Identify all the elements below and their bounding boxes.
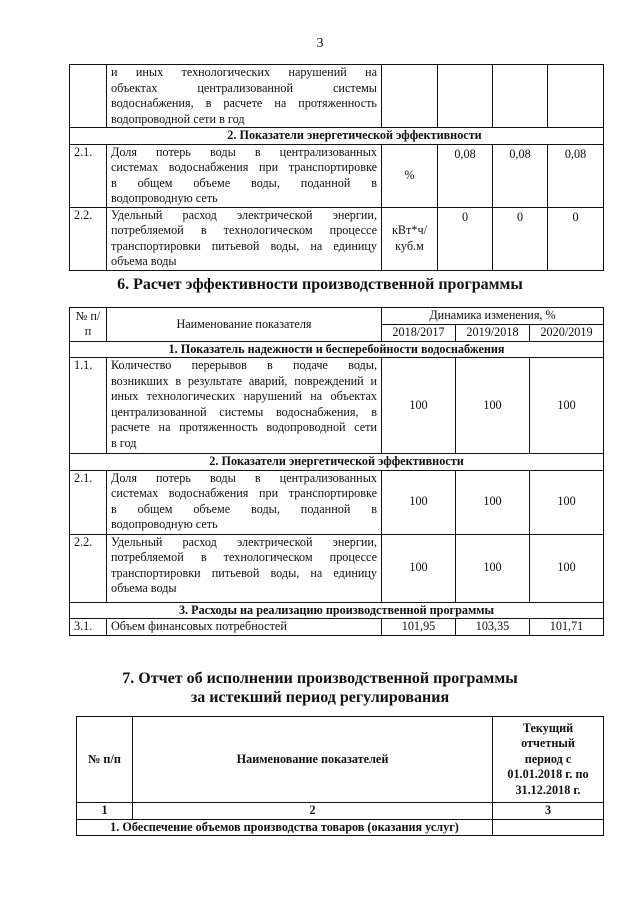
cell-name: Доля потерь воды в централизованных системах водоснабжения при транспортировке в общем объеме воды, поданной в водопроводную сеть	[107, 470, 382, 534]
cell-value: 0,08	[438, 144, 493, 207]
cell-value	[493, 65, 548, 128]
cell-value: 100	[456, 534, 530, 602]
cell-value	[438, 65, 493, 128]
cell-value: 101,71	[530, 619, 604, 636]
cell-value: 100	[456, 470, 530, 534]
cell-value: 100	[530, 470, 604, 534]
table-row	[70, 619, 604, 636]
cell-name: Удельный расход электрической энергии, потребляемой в технологическом процессе транспортировки питьевой воды, на единицу объема воды	[107, 534, 382, 602]
cell-unit: кВт*ч/ куб.м	[382, 207, 438, 270]
header-num: № п/п	[77, 717, 133, 803]
header-period: Текущий отчетный период с 01.01.2018 г. по 31.12.2018 г.	[493, 717, 604, 803]
cell-value: 101,95	[382, 619, 456, 636]
section-title: 2. Показатели энергетической эффективности	[70, 454, 604, 471]
cell-value: 0,08	[548, 144, 604, 207]
header-year: 2018/2017	[382, 325, 456, 342]
cell-num: 2.2.	[70, 534, 107, 602]
header-row	[77, 717, 604, 803]
cell-num: 2.2.	[70, 207, 107, 270]
cell-name: Удельный расход электрической энергии, потребляемой в технологическом процессе транспортировки питьевой воды, на единицу объема воды	[107, 207, 382, 270]
cell-num	[70, 65, 107, 128]
cell-value: 0,08	[493, 144, 548, 207]
section-title: 2. Показатели энергетической эффективности	[70, 128, 604, 145]
cell-value: 100	[382, 470, 456, 534]
section-row	[70, 602, 604, 619]
section-title: 1. Показатель надежности и бесперебойности водоснабжения	[70, 341, 604, 358]
cell-num: 1.1.	[70, 358, 107, 454]
cell-value: 0	[548, 207, 604, 270]
table-top	[69, 64, 604, 271]
section-title: 1. Обеспечение объемов производства товаров (оказания услуг)	[77, 819, 493, 836]
section-row	[77, 819, 604, 836]
table-row	[70, 65, 604, 128]
table-row	[70, 358, 604, 454]
cell-value: 0	[493, 207, 548, 270]
section7-title-line1: 7. Отчет об исполнении производственной программы	[122, 670, 518, 687]
col-number: 3	[493, 803, 604, 820]
header-dynamics: Динамика изменения, %	[382, 308, 604, 325]
page-number: 3	[316, 36, 324, 51]
cell-num: 2.1.	[70, 470, 107, 534]
col-number-row	[77, 803, 604, 820]
cell-value: 103,35	[456, 619, 530, 636]
cell-value: 100	[456, 358, 530, 454]
cell-num: 2.1.	[70, 144, 107, 207]
table-row	[70, 144, 604, 207]
table-section7	[76, 716, 604, 836]
cell-value: 100	[530, 534, 604, 602]
cell-value: 100	[382, 358, 456, 454]
section-row	[70, 454, 604, 471]
cell-value: 100	[382, 534, 456, 602]
table-row	[70, 534, 604, 602]
section-title: 3. Расходы на реализацию производственной программы	[70, 602, 604, 619]
cell-unit	[382, 65, 438, 128]
cell-name: Объем финансовых потребностей	[107, 619, 382, 636]
section7-title-line2: за истекший период регулирования	[190, 689, 450, 706]
header-row	[70, 308, 604, 325]
header-num: № п/п	[70, 308, 107, 342]
header-name: Наименование показателя	[107, 308, 382, 342]
header-year: 2019/2018	[456, 325, 530, 342]
cell-value	[493, 819, 604, 836]
header-name: Наименование показателей	[133, 717, 493, 803]
header-year: 2020/2019	[530, 325, 604, 342]
table-section6	[69, 307, 604, 636]
col-number: 2	[133, 803, 493, 820]
cell-unit: %	[382, 144, 438, 207]
col-number: 1	[77, 803, 133, 820]
cell-name: и иных технологических нарушений на объектах централизованной системы водоснабжения, в расчете на протяженность водопроводной сети в год	[107, 65, 382, 128]
cell-name: Количество перерывов в подаче воды, возникших в результате аварий, повреждений и иных технологических нарушений на объектах централизованной системы водоснабжения, в расчете на протяженность водопроводной сети в год	[107, 358, 382, 454]
section6-title: 6. Расчет эффективности производственной программы	[117, 276, 523, 293]
table-row	[70, 470, 604, 534]
cell-value: 100	[530, 358, 604, 454]
cell-name: Доля потерь воды в централизованных системах водоснабжения при транспортировке в общем объеме воды, поданной в водопроводную сеть	[107, 144, 382, 207]
section-row	[70, 341, 604, 358]
table-row	[70, 207, 604, 270]
section-row	[70, 128, 604, 145]
cell-value	[548, 65, 604, 128]
cell-value: 0	[438, 207, 493, 270]
cell-num: 3.1.	[70, 619, 107, 636]
